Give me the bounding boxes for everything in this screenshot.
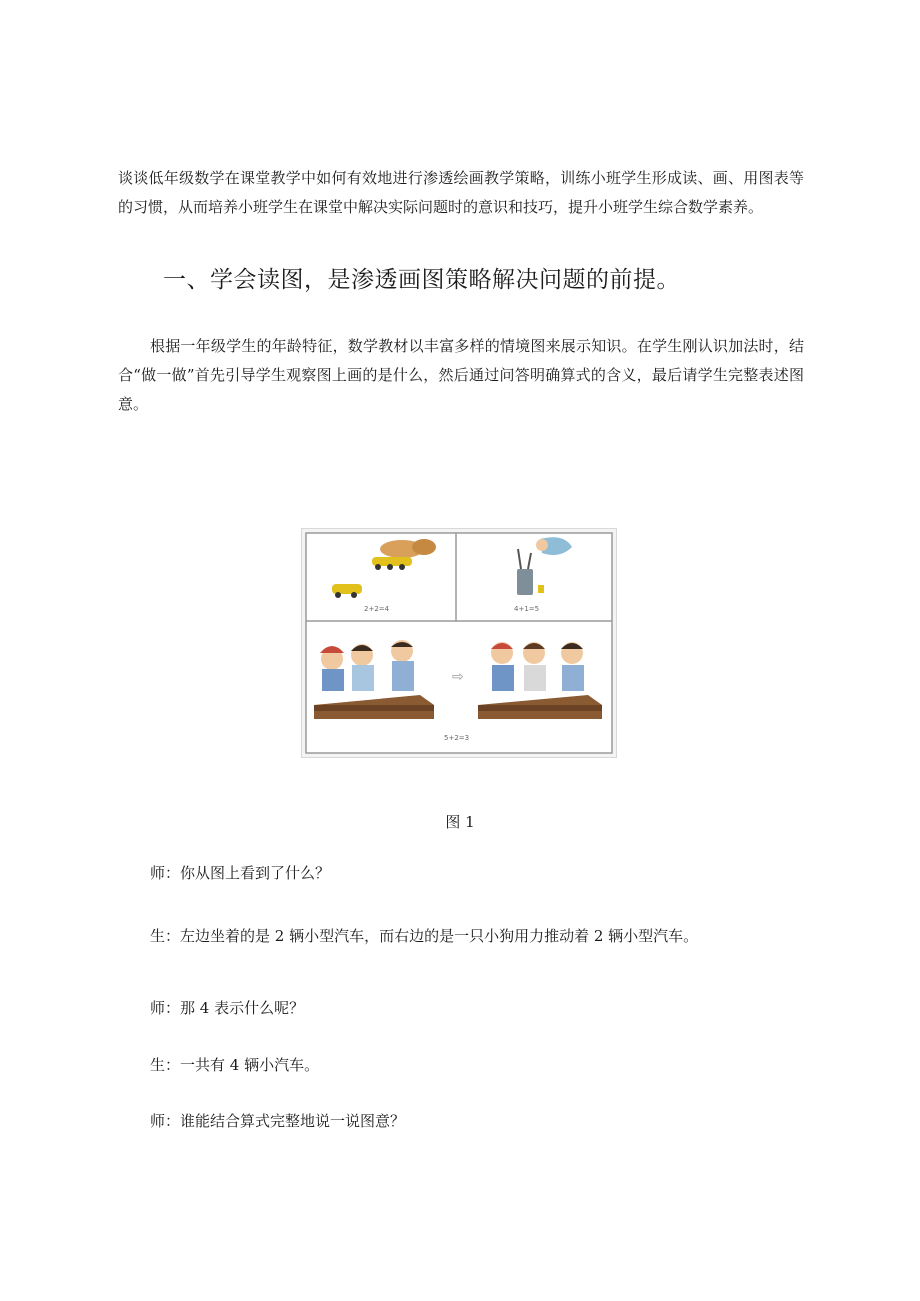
intro-paragraph: 谈谈低年级数学在课堂教学中如何有效地进行渗透绘画教学策略，训练小班学生形成读、画、用图表等的习惯，从而培养小班学生在课堂中解决实际问题时的意识和技巧，提升小班学生综合数学素养。 bbox=[118, 169, 804, 216]
dialogue-line-2: 生：左边坐着的是 2 辆小型汽车，而右边的是一只小狗用力推动着 2 辆小型汽车。 bbox=[150, 927, 699, 945]
dialogue-line-4: 生：一共有 4 辆小汽车。 bbox=[150, 1056, 320, 1074]
dialogue-line-5: 师：谁能结合算式完整地说一说图意？ bbox=[150, 1112, 406, 1130]
dialogue-line-3: 师：那 4 表示什么呢？ bbox=[150, 999, 305, 1017]
dialogue-line-1: 师：你从图上看到了什么？ bbox=[150, 864, 331, 882]
figure-caption: 图 1 bbox=[445, 813, 475, 831]
math-scene-illustration bbox=[302, 529, 616, 757]
figure-illustration bbox=[301, 528, 617, 758]
equation-bottom: 5+2=3 bbox=[444, 734, 470, 742]
section-heading: 一、学会读图，是渗透画图策略解决问题的前提。 bbox=[163, 267, 680, 293]
section-paragraph: 根据一年级学生的年龄特征，数学教材以丰富多样的情境图来展示知识。在学生刚认识加法时，结合“做一做”首先引导学生观察图上画的是什么，然后通过问答明确算式的含义，最后请学生完整表述图意。 bbox=[118, 337, 804, 413]
equation-top-left: 2+2=4 bbox=[364, 605, 390, 613]
equation-top-right: 4+1=5 bbox=[514, 605, 540, 613]
arrow-right-icon: ⇨ bbox=[452, 669, 464, 685]
